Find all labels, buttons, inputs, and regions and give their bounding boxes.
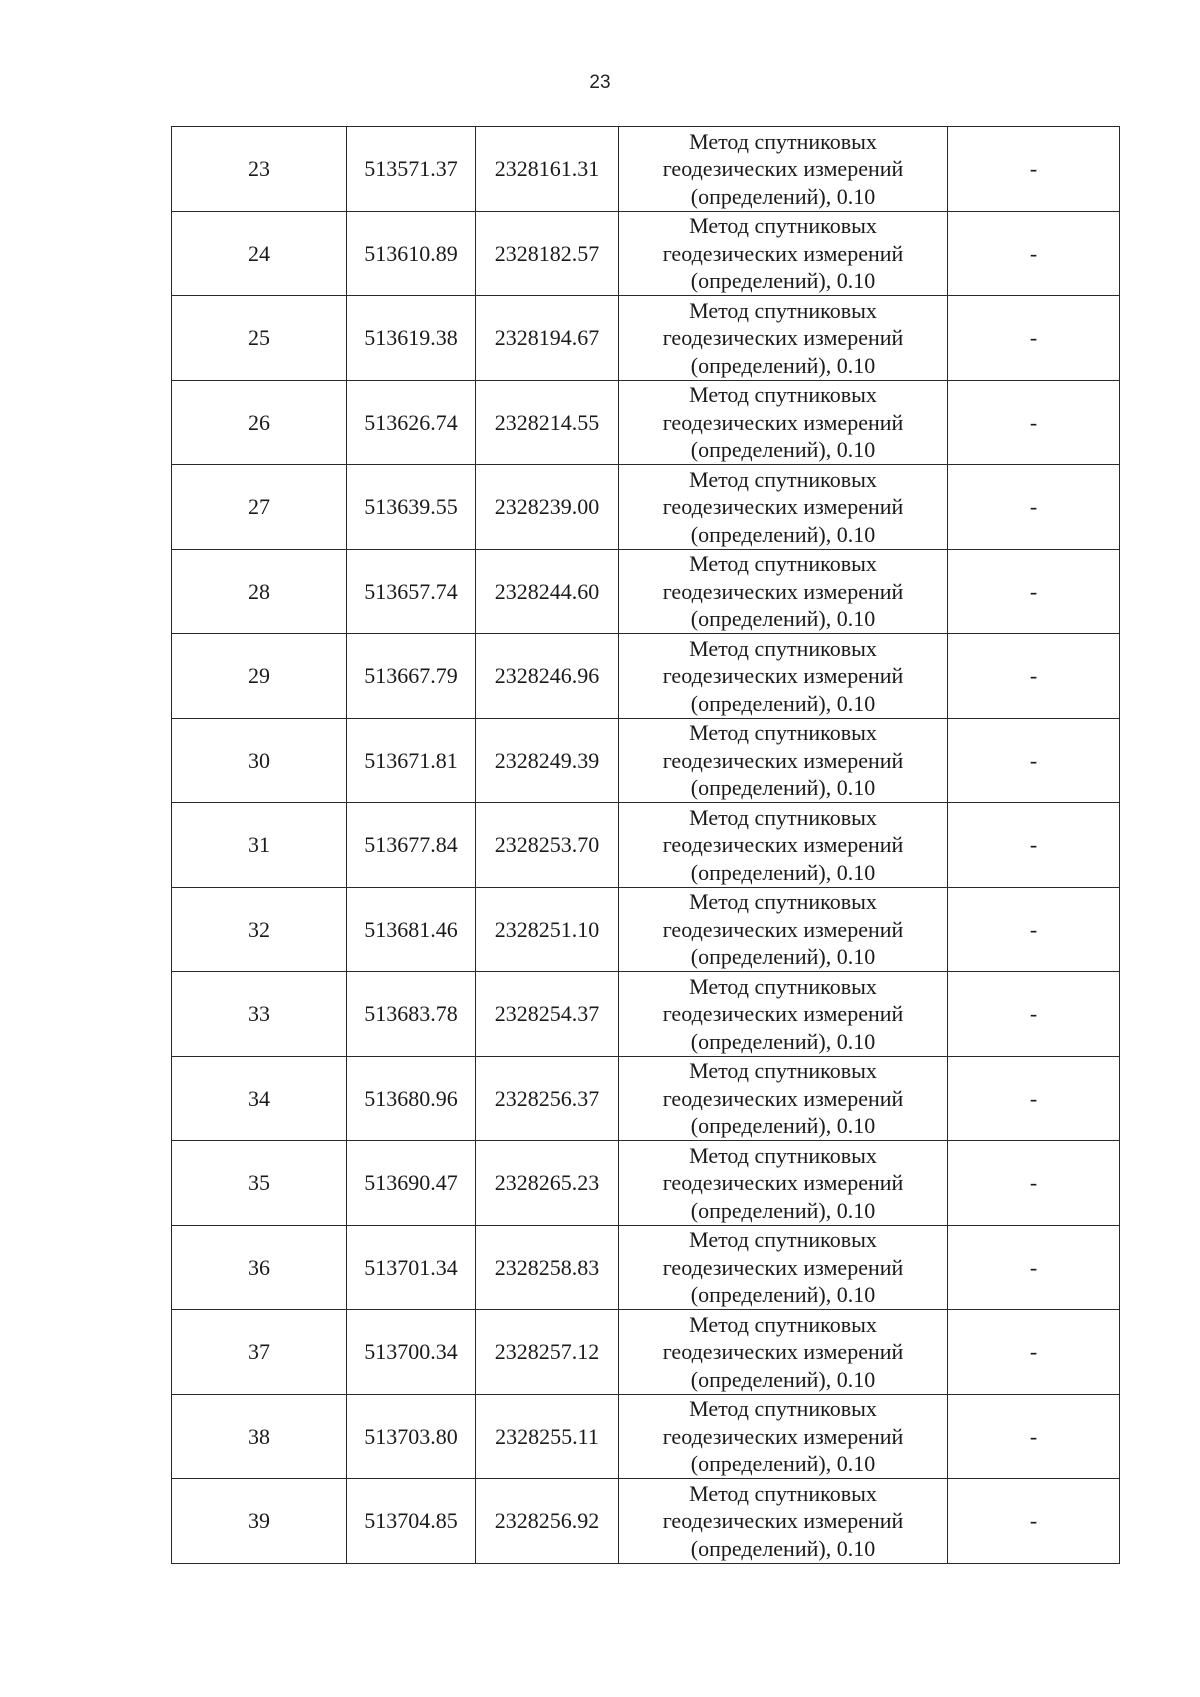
description-cell: -: [948, 1479, 1120, 1564]
description-cell: -: [948, 972, 1120, 1057]
description-cell: -: [948, 465, 1120, 550]
table-row: [172, 1225, 1120, 1310]
point-number-cell: 37: [172, 1310, 347, 1395]
method-line: геодезических измерений: [662, 1001, 904, 1026]
method-line: Метод спутниковых: [689, 804, 877, 830]
method-line: (определений), 0.10: [690, 944, 876, 969]
method-line: Метод спутниковых: [689, 973, 877, 999]
method-line: Метод спутниковых: [689, 1480, 877, 1506]
description-cell: -: [948, 718, 1120, 803]
method-line: (определений), 0.10: [690, 1282, 876, 1307]
point-number-cell: 38: [172, 1394, 347, 1479]
x-coordinate-cell: 513703.80: [347, 1394, 476, 1479]
method-cell: [619, 296, 948, 381]
method-line: геодезических измерений: [662, 156, 904, 181]
coordinates-table: [171, 126, 1120, 1564]
description-cell: -: [948, 803, 1120, 888]
table-row: [172, 296, 1120, 381]
method-cell: [619, 1141, 948, 1226]
description-cell: -: [948, 549, 1120, 634]
method-line: геодезических измерений: [662, 832, 904, 857]
table-row: [172, 465, 1120, 550]
method-line: геодезических измерений: [662, 916, 904, 942]
table-row: [172, 1141, 1120, 1226]
y-coordinate-cell: 2328256.92: [476, 1479, 619, 1564]
method-line: (определений), 0.10: [690, 521, 876, 547]
x-coordinate-cell: 513677.84: [347, 803, 476, 888]
method-line: Метод спутниковых: [689, 1142, 877, 1168]
x-coordinate-cell: 513610.89: [347, 211, 476, 296]
y-coordinate-cell: 2328265.23: [476, 1141, 619, 1226]
method-line: Метод спутниковых: [689, 889, 877, 914]
table-row: [172, 127, 1120, 212]
description-cell: -: [948, 1141, 1120, 1226]
x-coordinate-cell: 513671.81: [347, 718, 476, 803]
method-line: геодезических измерений: [662, 663, 904, 688]
method-line: геодезических измерений: [662, 1170, 904, 1195]
method-line: (определений), 0.10: [690, 1028, 876, 1054]
method-line: геодезических измерений: [662, 240, 904, 266]
y-coordinate-cell: 2328251.10: [476, 887, 619, 972]
table-row: [172, 1056, 1120, 1141]
page-number: 23: [589, 72, 611, 93]
y-coordinate-cell: 2328249.39: [476, 718, 619, 803]
method-cell: [619, 1479, 948, 1564]
point-number-cell: 31: [172, 803, 347, 888]
method-line: геодезических измерений: [662, 494, 904, 519]
x-coordinate-cell: 513690.47: [347, 1141, 476, 1226]
method-line: (определений), 0.10: [690, 183, 876, 209]
method-line: (определений), 0.10: [690, 1366, 876, 1392]
x-coordinate-cell: 513571.37: [347, 127, 476, 212]
point-number-cell: 25: [172, 296, 347, 381]
table-row: [172, 211, 1120, 296]
method-cell: [619, 634, 948, 719]
method-line: геодезических измерений: [662, 1508, 904, 1533]
point-number-cell: 27: [172, 465, 347, 550]
description-cell: -: [948, 296, 1120, 381]
y-coordinate-cell: 2328258.83: [476, 1225, 619, 1310]
x-coordinate-cell: 513700.34: [347, 1310, 476, 1395]
method-line: геодезических измерений: [662, 578, 904, 604]
method-cell: [619, 1225, 948, 1310]
method-line: (определений), 0.10: [690, 1451, 876, 1476]
y-coordinate-cell: 2328161.31: [476, 127, 619, 212]
method-line: геодезических измерений: [662, 409, 904, 435]
point-number-cell: 26: [172, 380, 347, 465]
method-line: Метод спутниковых: [689, 1058, 877, 1083]
description-cell: -: [948, 211, 1120, 296]
y-coordinate-cell: 2328194.67: [476, 296, 619, 381]
table-row: [172, 380, 1120, 465]
method-line: (определений), 0.10: [690, 352, 876, 378]
point-number-cell: 29: [172, 634, 347, 719]
table-row: [172, 803, 1120, 888]
x-coordinate-cell: 513639.55: [347, 465, 476, 550]
table-row: [172, 1310, 1120, 1395]
point-number-cell: 36: [172, 1225, 347, 1310]
y-coordinate-cell: 2328257.12: [476, 1310, 619, 1395]
method-cell: [619, 211, 948, 296]
method-line: геодезических измерений: [662, 1423, 904, 1449]
method-cell: [619, 887, 948, 972]
description-cell: -: [948, 1056, 1120, 1141]
method-cell: [619, 803, 948, 888]
y-coordinate-cell: 2328246.96: [476, 634, 619, 719]
table-row: [172, 1394, 1120, 1479]
method-line: (определений), 0.10: [690, 1197, 876, 1223]
point-number-cell: 34: [172, 1056, 347, 1141]
y-coordinate-cell: 2328255.11: [476, 1394, 619, 1479]
x-coordinate-cell: 513681.46: [347, 887, 476, 972]
method-line: (определений), 0.10: [690, 859, 876, 885]
method-cell: [619, 972, 948, 1057]
x-coordinate-cell: 513701.34: [347, 1225, 476, 1310]
x-coordinate-cell: 513704.85: [347, 1479, 476, 1564]
y-coordinate-cell: 2328214.55: [476, 380, 619, 465]
x-coordinate-cell: 513667.79: [347, 634, 476, 719]
method-cell: [619, 1056, 948, 1141]
table-row: [172, 1479, 1120, 1564]
method-line: (определений), 0.10: [690, 1535, 876, 1561]
y-coordinate-cell: 2328182.57: [476, 211, 619, 296]
method-cell: [619, 380, 948, 465]
method-cell: [619, 1394, 948, 1479]
method-line: (определений), 0.10: [690, 268, 876, 293]
method-cell: [619, 718, 948, 803]
method-line: Метод спутниковых: [689, 297, 877, 323]
method-line: геодезических измерений: [662, 1085, 904, 1111]
method-line: Метод спутниковых: [689, 382, 877, 407]
method-line: (определений), 0.10: [690, 690, 876, 716]
description-cell: -: [948, 1394, 1120, 1479]
point-number-cell: 30: [172, 718, 347, 803]
method-line: Метод спутниковых: [689, 1227, 877, 1252]
method-line: (определений), 0.10: [690, 775, 876, 800]
method-cell: [619, 1310, 948, 1395]
description-cell: -: [948, 887, 1120, 972]
method-line: геодезических измерений: [662, 325, 904, 350]
method-line: Метод спутниковых: [689, 551, 877, 576]
y-coordinate-cell: 2328256.37: [476, 1056, 619, 1141]
x-coordinate-cell: 513619.38: [347, 296, 476, 381]
description-cell: -: [948, 634, 1120, 719]
method-cell: [619, 465, 948, 550]
table-row: [172, 549, 1120, 634]
description-cell: -: [948, 380, 1120, 465]
method-cell: [619, 549, 948, 634]
method-line: (определений), 0.10: [690, 437, 876, 462]
x-coordinate-cell: 513680.96: [347, 1056, 476, 1141]
x-coordinate-cell: 513626.74: [347, 380, 476, 465]
method-line: (определений), 0.10: [690, 606, 876, 631]
point-number-cell: 28: [172, 549, 347, 634]
y-coordinate-cell: 2328254.37: [476, 972, 619, 1057]
description-cell: -: [948, 127, 1120, 212]
point-number-cell: 32: [172, 887, 347, 972]
method-line: геодезических измерений: [662, 1254, 904, 1280]
method-line: Метод спутниковых: [689, 128, 877, 154]
method-cell: [619, 127, 948, 212]
point-number-cell: 39: [172, 1479, 347, 1564]
table-row: [172, 887, 1120, 972]
method-line: Метод спутниковых: [689, 635, 877, 661]
table-row: [172, 972, 1120, 1057]
x-coordinate-cell: 513683.78: [347, 972, 476, 1057]
method-line: геодезических измерений: [662, 747, 904, 773]
method-line: Метод спутниковых: [689, 466, 877, 492]
point-number-cell: 35: [172, 1141, 347, 1226]
coordinates-table-body: [172, 127, 1120, 1564]
method-line: Метод спутниковых: [689, 213, 877, 238]
description-cell: -: [948, 1225, 1120, 1310]
point-number-cell: 23: [172, 127, 347, 212]
point-number-cell: 24: [172, 211, 347, 296]
table-row: [172, 634, 1120, 719]
y-coordinate-cell: 2328244.60: [476, 549, 619, 634]
y-coordinate-cell: 2328239.00: [476, 465, 619, 550]
method-line: Метод спутниковых: [689, 720, 877, 745]
method-line: геодезических измерений: [662, 1339, 904, 1364]
method-line: Метод спутниковых: [689, 1311, 877, 1337]
method-line: Метод спутниковых: [689, 1396, 877, 1421]
method-line: (определений), 0.10: [690, 1113, 876, 1138]
y-coordinate-cell: 2328253.70: [476, 803, 619, 888]
table-row: [172, 718, 1120, 803]
point-number-cell: 33: [172, 972, 347, 1057]
x-coordinate-cell: 513657.74: [347, 549, 476, 634]
description-cell: -: [948, 1310, 1120, 1395]
